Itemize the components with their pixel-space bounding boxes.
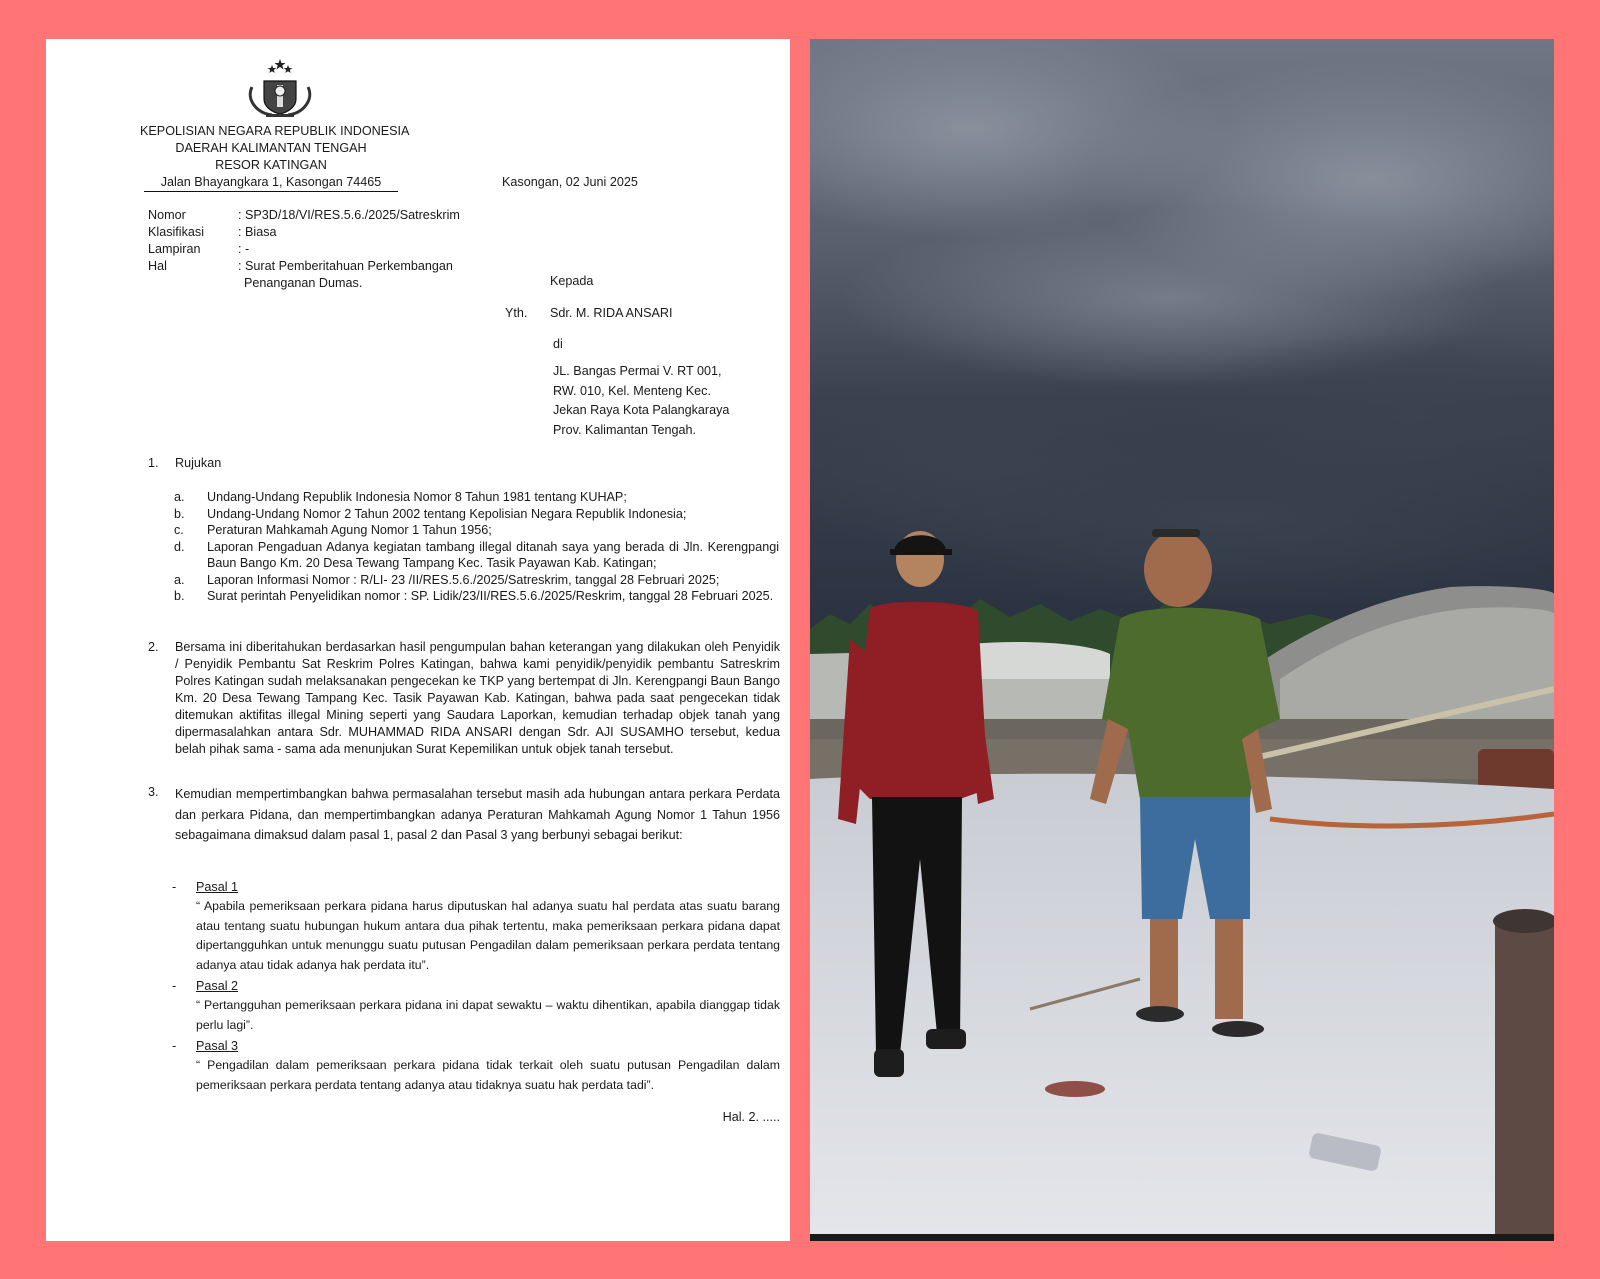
place-date: Kasongan, 02 Juni 2025: [502, 175, 638, 189]
meta-value-klasifikasi: : Biasa: [238, 225, 277, 239]
section2-number: 2.: [148, 640, 159, 654]
reference-item: d. Laporan Pengaduan Adanya kegiatan tambang illegal ditanah saya yang berada di Jln. Kerengpangi Baun Bango Km. 20 Desa Tewang Tampang Kec. Tasik Payawan Kab. Katingan;: [174, 539, 779, 570]
pasal-dash: -: [172, 1039, 177, 1053]
recipient-name: Sdr. M. RIDA ANSARI: [550, 306, 673, 320]
section1-title: Rujukan: [175, 456, 222, 470]
section1-number: 1.: [148, 456, 159, 470]
reference-item: b. Undang-Undang Nomor 2 Tahun 2002 tentang Kepolisian Negara Republik Indonesia;: [174, 506, 687, 521]
pasal-dash: -: [172, 880, 177, 894]
header-line1: KEPOLISIAN NEGARA REPUBLIK INDONESIA: [140, 124, 410, 138]
meta-label-hal: Hal: [148, 259, 167, 273]
letter-document: [46, 39, 790, 1241]
recipient-kepada: Kepada: [550, 274, 594, 288]
recipient-yth: Yth.: [505, 306, 528, 320]
recipient-di: di: [553, 337, 563, 351]
recipient-address-line: RW. 010, Kel. Menteng Kec.: [553, 383, 711, 398]
header-line2: DAERAH KALIMANTAN TENGAH: [175, 141, 367, 155]
pasal-2-text: “ Pertangguhan pemeriksaan perkara pidana ini dapat sewaktu – waktu dihentikan, apabila dianggap tidak perlu lagi”.: [196, 998, 780, 1032]
site-photo: [810, 39, 1554, 1241]
meta-value-nomor: : SP3D/18/VI/RES.5.6./2025/Satreskrim: [238, 208, 460, 222]
reference-item: a. Undang-Undang Republik Indonesia Nomor 8 Tahun 1981 tentang KUHAP;: [174, 490, 627, 504]
meta-hal-continued: Penanganan Dumas.: [244, 276, 363, 290]
recipient-address-line: JL. Bangas Permai V. RT 001,: [553, 364, 722, 378]
pasal-1-title: Pasal 1: [196, 880, 239, 894]
reference-item: a. Laporan Informasi Nomor : R/LI- 23 /II/RES.5.6./2025/Satreskrim, tanggal 28 Februari 2025;: [174, 572, 720, 587]
recipient-address-line: Prov. Kalimantan Tengah.: [553, 422, 697, 437]
page-continuation: Hal. 2. .....: [722, 1110, 780, 1124]
section3-paragraph: Kemudian mempertimbangkan bahwa permasalahan tersebut masih ada hubungan antara perkara Perdata dan perkara Pidana, dan mempertimbangkan adanya Peraturan Mahkamah Agung Nomor 1 Tahun 1956 sebagaimana dimaksud dalam pasal 1, pasal 2 dan Pasal 3 yang berbunyi sebagai berikut:: [175, 787, 780, 842]
meta-label-lampiran: Lampiran: [148, 242, 201, 256]
meta-value-hal: : Surat Pemberitahuan Perkembangan: [238, 259, 453, 273]
police-emblem-logo: [242, 57, 318, 119]
header-line3: RESOR KATINGAN: [215, 158, 327, 172]
meta-label-nomor: Nomor: [148, 208, 186, 222]
pasal-3-title: Pasal 3: [196, 1039, 239, 1053]
recipient-address-line: Jekan Raya Kota Palangkaraya: [553, 403, 730, 417]
pasal-dash: -: [172, 979, 177, 993]
section2-paragraph: Bersama ini diberitahukan berdasarkan hasil pengumpulan bahan keterangan yang dilakukan oleh Penyidik / Penyidik Pembantu Sat Reskrim Polres Katingan, bahwa kami penyidik/penyidik pembantu Satreskrim Polres Katingan sudah melaksanakan pengecekan ke TKP yang bertempat di Jln. Kerengpangi Baun Bango Km. 20 Desa Tewang Tampang Kec. Tasik Payawan Kab. Katingan, bahwa pada saat pengecekan tidak ditemukan aktifitas illegal Mining seperti yang Saudara Laporkan, kemudian terhadap objek tanah yang dipermasalahkan antara Sdr. MUHAMMAD RIDA ANSARI dengan Sdr. AJI SUSAMHO tersebut, kedua belah pihak sama - sama ada menunjukan Surat Kepemilikan untuk objek tanah tersebut.: [175, 640, 780, 756]
header-address: Jalan Bhayangkara 1, Kasongan 74465: [144, 174, 398, 192]
pasal-1-text: “ Apabila pemeriksaan perkara pidana harus diputuskan hal adanya suatu hal perdata atas suatu barang atau tentang suatu hubungan hukum antara dua pihak tertentu, maka pemeriksaan perkara pidana dapat dipertangguhkan untuk menunggu suatu putusan Pengadilan dalam pemeriksaan perkara perdata tentang adanya atau tidak adanya hak perdata itu”.: [196, 899, 780, 972]
pasal-2-title: Pasal 2: [196, 979, 239, 993]
pasal-3-text: “ Pengadilan dalam pemeriksaan perkara pidana tidak terkait oleh suatu putusan Pengadilan dalam pemeriksaan perkara perdata tentang adanya atau tidaknya suatu hak perdata tadi”.: [196, 1058, 780, 1092]
reference-item: c. Peraturan Mahkamah Agung Nomor 1 Tahun 1956;: [174, 523, 492, 537]
meta-label-klasifikasi: Klasifikasi: [148, 225, 204, 239]
section3-number: 3.: [148, 785, 159, 799]
photo-illustration: [810, 39, 1554, 1241]
reference-item: b. Surat perintah Penyelidikan nomor : SP. Lidik/23/II/RES.5.6./2025/Reskrim, tanggal 28 Februari 2025.: [174, 589, 774, 603]
meta-value-lampiran: : -: [238, 242, 250, 256]
